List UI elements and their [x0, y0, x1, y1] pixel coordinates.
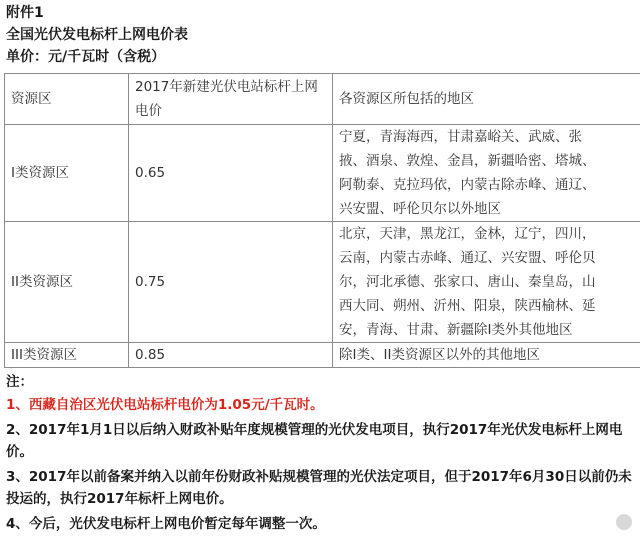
watermark-icon: [616, 514, 632, 530]
zone-cell: I类资源区: [5, 125, 129, 222]
region-line: 除I类、II类资源区以外的其他地区: [339, 347, 540, 363]
regions-cell: [333, 125, 640, 222]
header-zone: 资源区: [5, 74, 129, 125]
note-item: 1、西藏自治区光伏电站标杆电价为1.05元/千瓦时。: [6, 397, 324, 413]
regions-cell: [333, 222, 640, 343]
price-cell: 0.75: [129, 222, 333, 343]
region-line: 尔，河北承德、张家口、唐山、秦皇岛，山: [339, 274, 596, 290]
region-line: 云南，内蒙古赤峰、通辽、兴安盟、呼伦贝: [339, 250, 596, 266]
region-line: 西大同、朔州、沂州、阳泉，陕西榆林、延: [339, 298, 596, 314]
table-row: [5, 343, 640, 368]
regions-cell: [333, 343, 640, 368]
table-row: [5, 222, 640, 343]
region-line: 兴安盟、呼伦贝尔以外地区: [339, 201, 501, 217]
region-line: 安，青海、甘肃、新疆除I类外其他地区: [339, 322, 573, 338]
document-title: 全国光伏发电标杆上网电价表: [6, 27, 188, 43]
table-header-row: [5, 74, 640, 125]
header-regions: 各资源区所包括的地区: [333, 74, 640, 125]
note-item: 2、2017年1月1日以后纳入财政补贴年度规模管理的光伏发电项目，执行2017年光伏发电标杆上网电价。: [6, 422, 623, 460]
notes-title: 注：: [6, 374, 33, 390]
price-cell: 0.65: [129, 125, 333, 222]
region-line: 北京，天津，黑龙江，金林，辽宁，四川，: [339, 226, 596, 242]
table-row: [5, 125, 640, 222]
note-item: 4、今后，光伏发电标杆上网电价暂定每年调整一次。: [6, 516, 326, 532]
region-line: 宁夏，青海海西，甘肃嘉峪关、武威、张: [339, 129, 582, 145]
zone-cell: II类资源区: [5, 222, 129, 343]
region-line: 阿勒泰、克拉玛依，内蒙古除赤峰、通辽、: [339, 177, 596, 193]
zone-cell: III类资源区: [5, 343, 129, 368]
attachment-label: 附件1: [6, 5, 44, 21]
price-table: [4, 73, 640, 368]
region-line: 掖、酒泉、敦煌、金昌，新疆哈密、塔城、: [339, 153, 596, 169]
note-item: 3、2017年以前备案并纳入以前年份财政补贴规模管理的光伏法定项目，但于2017年6月30日以前仍未投运的，执行2017年标杆上网电价。: [6, 469, 632, 507]
header-price: 2017年新建光伏电站标杆上网电价: [129, 74, 333, 125]
unit-label: 单价：元/千瓦时（含税）: [6, 49, 166, 65]
price-cell: 0.85: [129, 343, 333, 368]
